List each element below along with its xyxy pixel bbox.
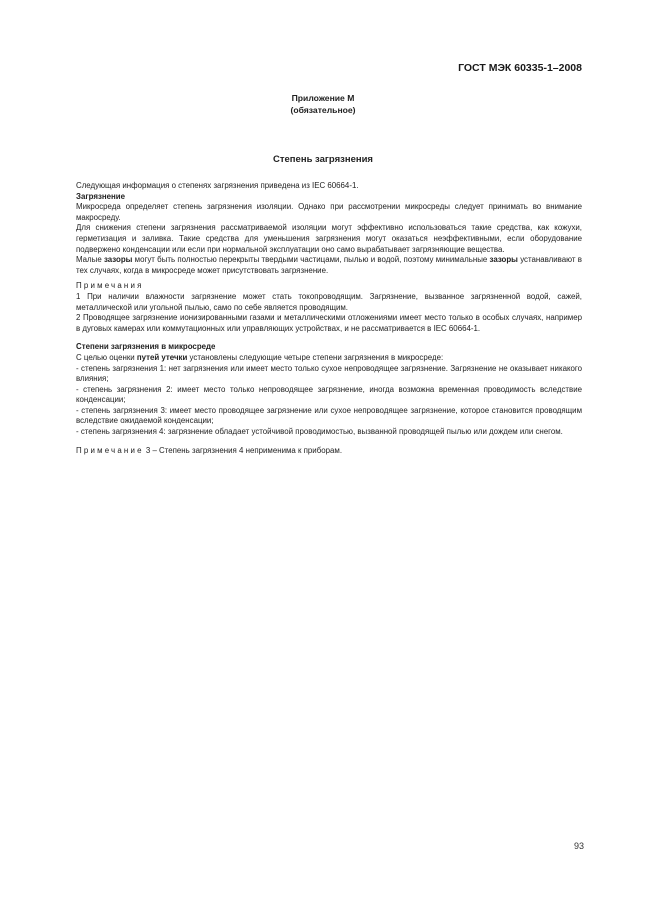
degree-item-3: - степень загрязнения 3: имеет место проводящее загрязнение или сухое непроводящее загрязнение, которое становится проводящим вследствие ожидаемой конденсации; bbox=[76, 405, 582, 426]
page-number: 93 bbox=[573, 841, 584, 851]
note-1: 1 При наличии влажности загрязнение может стать токопроводящим. Загрязнение, вызванное загрязненной водой, сажей, металлической или угольной пылью, само по себе является проводящим. bbox=[76, 291, 582, 312]
note-3 bbox=[76, 446, 582, 457]
paragraph-clearances-part-d: устанавливают в тех случаях, когда в микросреде может присутствовать загрязнение. bbox=[76, 255, 582, 275]
document-body bbox=[76, 181, 582, 456]
section-title: Степень загрязнения bbox=[273, 154, 373, 165]
document-header-id: ГОСТ МЭК 60335-1–2008 bbox=[458, 62, 582, 74]
note-3-text: 3 – Степень загрязнения 4 неприменима к приборам. bbox=[143, 445, 343, 455]
notes-heading: Примечания bbox=[76, 281, 144, 291]
degrees-intro bbox=[76, 353, 582, 364]
paragraph-clearances-part-a: Малые bbox=[76, 255, 104, 265]
degree-item-4: - степень загрязнения 4: загрязнение обладает устойчивой проводимостью, вызванной проводящей пылью или дождем или снегом. bbox=[76, 427, 563, 437]
degrees-intro-part-a: С целью оценки bbox=[76, 352, 137, 362]
paragraph-microenvironment: Микросреда определяет степень загрязнения изоляции. Однако при рассмотрении микросреды следует принимать во внимание макросреду. bbox=[76, 202, 582, 222]
degrees-heading: Степени загрязнения в микросреде bbox=[76, 342, 216, 352]
paragraph-clearances-part-c: могут быть полностью перекрыты твердыми частицами, пылью и водой, поэтому минимальные bbox=[132, 255, 490, 265]
clearances-term-1: зазоры bbox=[103, 255, 133, 265]
note-2: 2 Проводящее загрязнение ионизированными газами и металлическими отложениями имеет место только в особых случаях, например в дуговых камерах или коммутационных или управляющих устройствах, и не рассматривается в IEC 60664-1. bbox=[76, 313, 582, 333]
creepage-term: путей утечки bbox=[136, 352, 188, 362]
annex-status: (обязательное) bbox=[290, 105, 356, 115]
pollution-heading: Загрязнение bbox=[76, 191, 126, 201]
degree-item-2: - степень загрязнения 2: имеет место только непроводящее загрязнение, иногда возможна временная проводимость вследствие конденсации; bbox=[76, 384, 582, 405]
paragraph-reduction-means: Для снижения степени загрязнения рассматриваемой изоляции могут эффективно использоваться такие средства, как кожухи, герметизация и заливка. Такие средства для уменьшения загрязнения могут оказаться неэффективными, если оборудование подвержено конденсации или если при нормальной эксплуатации оно само вырабатывает загрязняющие вещества. bbox=[76, 223, 582, 254]
degree-item-1: - степень загрязнения 1: нет загрязнения или имеет место только сухое непроводящее загрязнение. Загрязнение не оказывает никакого влияния; bbox=[76, 363, 582, 384]
annex-title: Приложение М bbox=[291, 93, 355, 103]
note-3-label: Примечание bbox=[76, 445, 144, 455]
degrees-intro-part-c: установлены следующие четыре степени загрязнения в микросреде: bbox=[187, 352, 444, 362]
clearances-term-2: зазоры bbox=[489, 255, 518, 265]
paragraph-clearances bbox=[76, 255, 582, 276]
intro-paragraph: Следующая информация о степенях загрязнения приведена из IEC 60664-1. bbox=[76, 181, 359, 190]
